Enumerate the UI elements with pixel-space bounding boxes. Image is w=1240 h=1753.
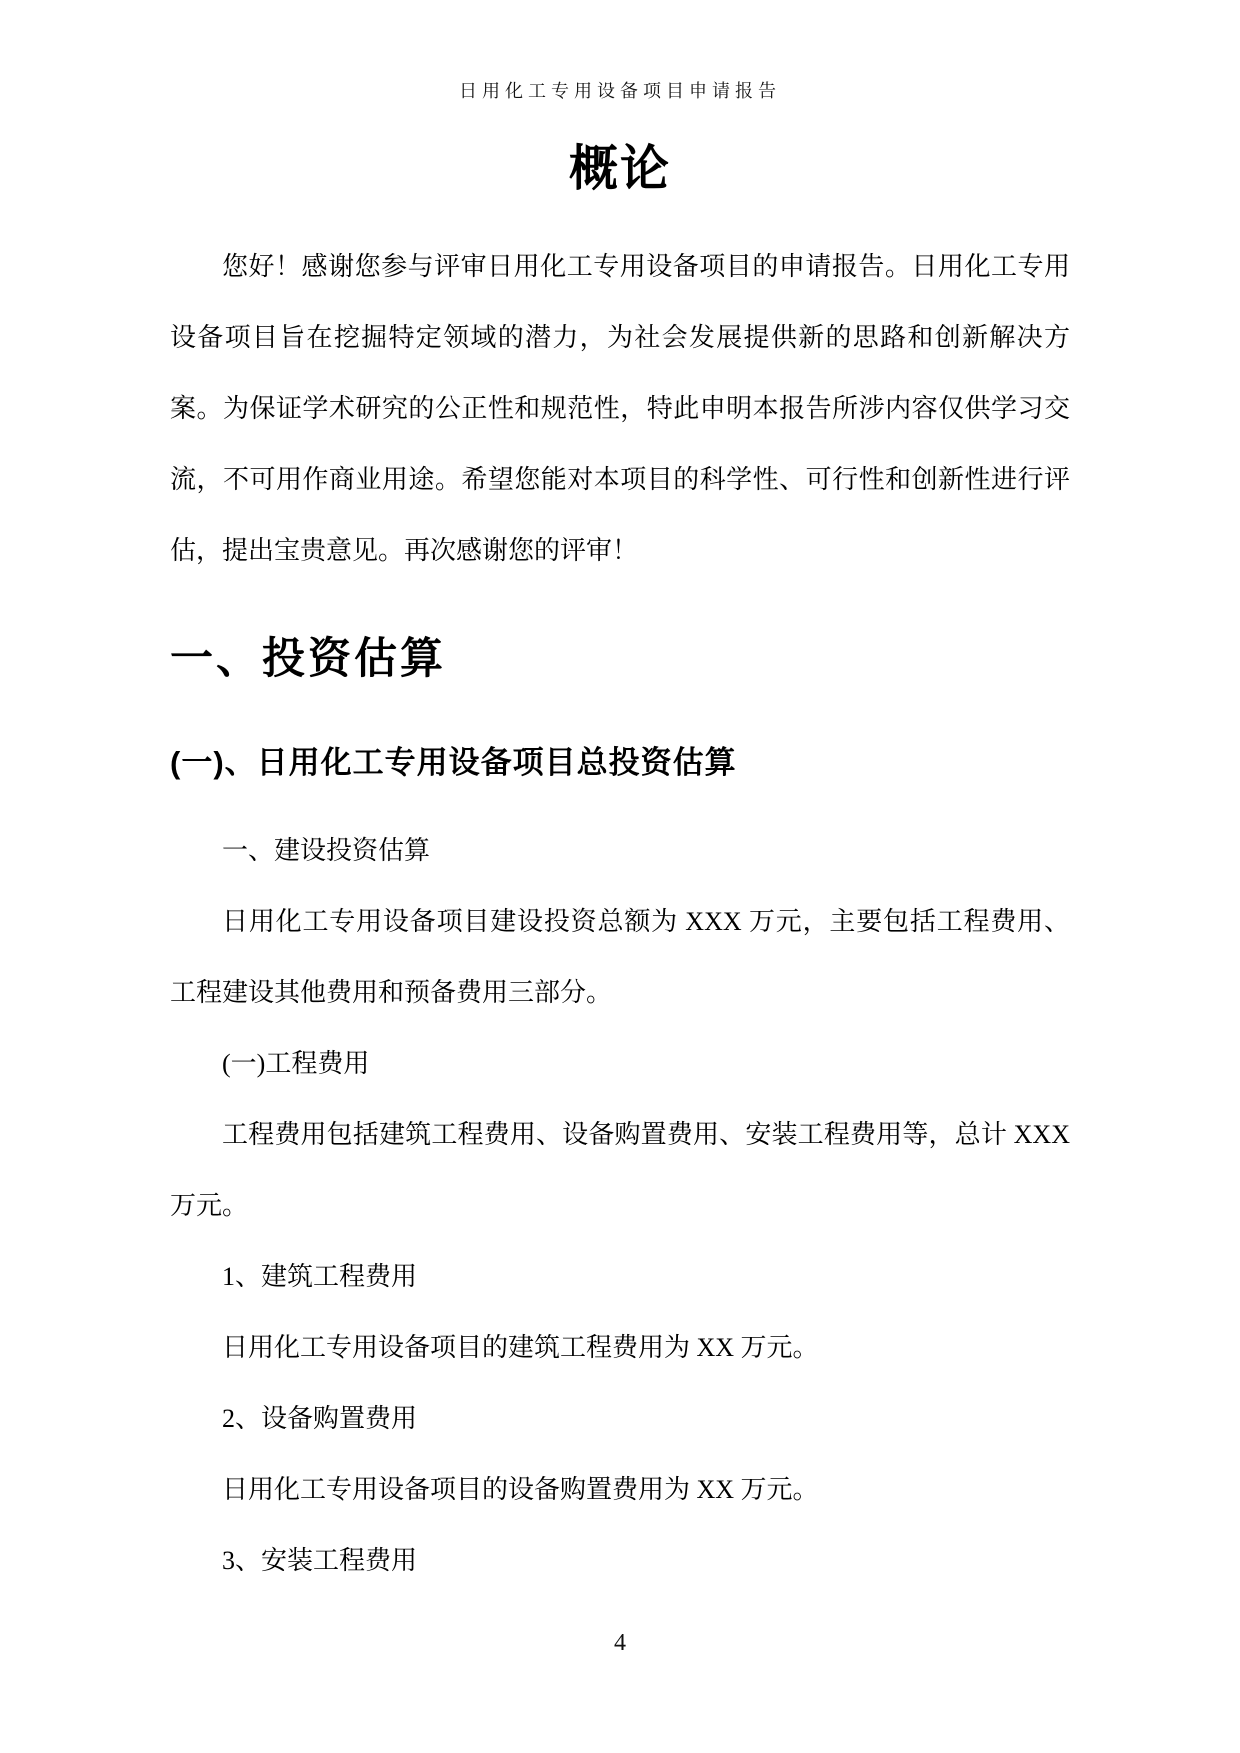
subsection-heading-total-investment: (一)、日用化工专用设备项目总投资估算 bbox=[170, 744, 737, 780]
page-number: 4 bbox=[614, 1630, 626, 1656]
body-paragraph: 1、建筑工程费用 bbox=[222, 1261, 418, 1291]
body-paragraph: 工程费用包括建筑工程费用、设备购置费用、安装工程费用等，总计 XXX 万元。 bbox=[170, 1119, 1070, 1220]
body-paragraph: 3、安装工程费用 bbox=[222, 1545, 418, 1575]
body-paragraphs bbox=[170, 815, 1070, 1596]
body-paragraph: 日用化工专用设备项目的设备购置费用为 XX 万元。 bbox=[222, 1474, 819, 1504]
body-paragraph: 2、设备购置费用 bbox=[222, 1403, 418, 1433]
intro-paragraph: 您好！感谢您参与评审日用化工专用设备项目的申请报告。日用化工专用设备项目旨在挖掘特定领域的潜力，为社会发展提供新的思路和创新解决方案。为保证学术研究的公正性和规范性，特此申明本报告所涉内容仅供学习交流，不可用作商业用途。希望您能对本项目的科学性、可行性和创新性进行评估，提出宝贵意见。再次感谢您的评审！ bbox=[170, 251, 1070, 565]
body-paragraph: (一)工程费用 bbox=[222, 1048, 370, 1078]
section-heading-investment-estimate: 一、投资估算 bbox=[170, 634, 446, 683]
body-paragraph: 日用化工专用设备项目的建筑工程费用为 XX 万元。 bbox=[222, 1332, 819, 1362]
body-paragraph: 日用化工专用设备项目建设投资总额为 XXX 万元，主要包括工程费用、工程建设其他费用和预备费用三部分。 bbox=[170, 906, 1070, 1007]
document-header: 日用化工专用设备项目申请报告 bbox=[459, 81, 781, 101]
body-paragraph: 一、建设投资估算 bbox=[222, 835, 431, 865]
page-title: 概论 bbox=[568, 142, 671, 196]
